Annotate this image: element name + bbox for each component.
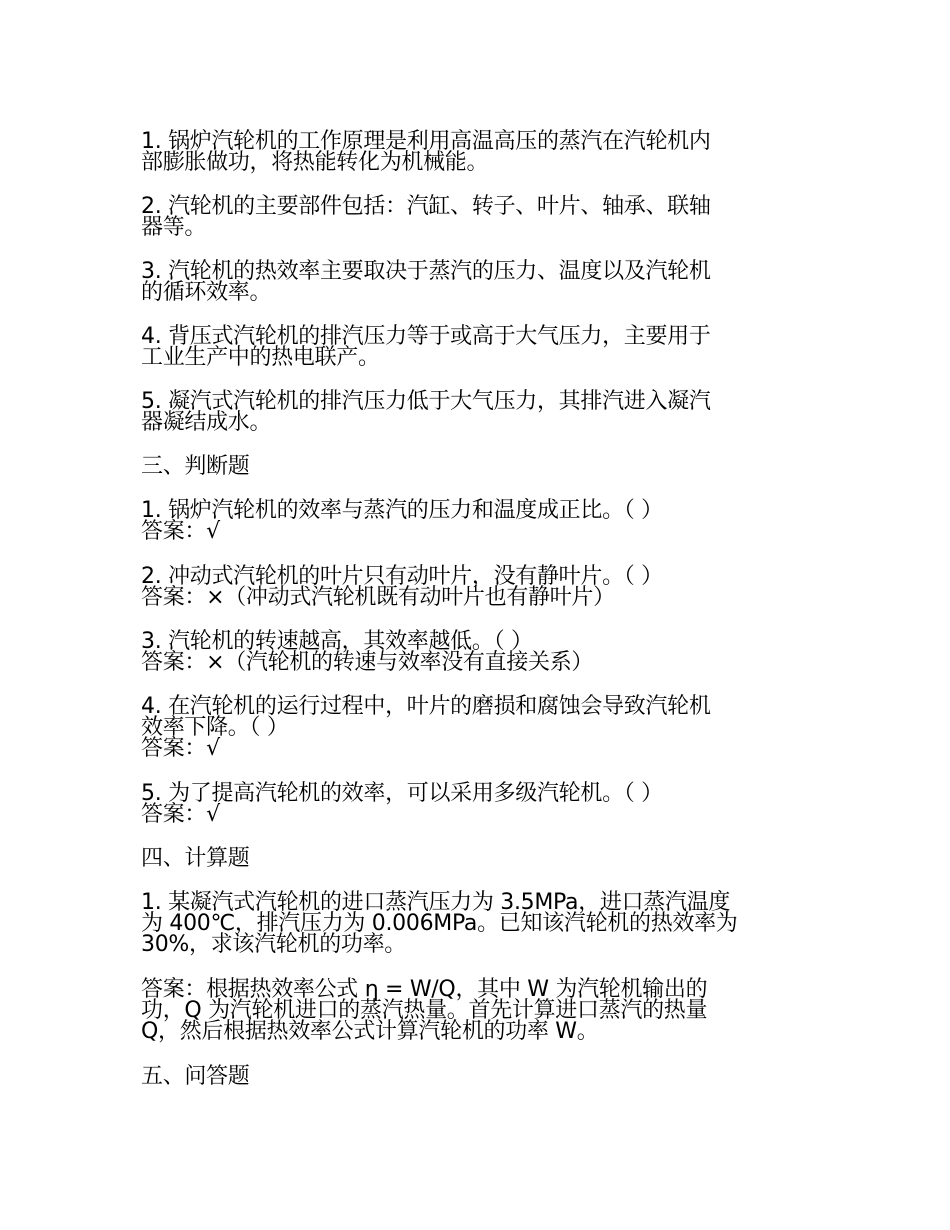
section3-item-1 — [141, 500, 813, 542]
section-heading — [141, 456, 813, 477]
text-line: 5. 凝汽式汽轮机的排汽压力低于大气压力，其排汽进入凝汽 — [141, 389, 711, 414]
section2-item-5 — [141, 391, 813, 433]
answer-line: 答案：×（冲动式汽轮机既有动叶片也有静叶片） — [141, 585, 615, 610]
section4-answer — [141, 979, 813, 1042]
section2-item-1 — [141, 131, 813, 173]
question-line: 为 400℃，排汽压力为 0.006MPa。已知该汽轮机的热效率为 — [141, 911, 738, 936]
section2-item-4 — [141, 326, 813, 368]
answer-line: 功，Q 为汽轮机进口的蒸汽热量。首先计算进口蒸汽的热量 — [141, 998, 708, 1023]
answer-line: Q，然后根据热效率公式计算汽轮机的功率 W。 — [141, 1019, 599, 1044]
section3-heading: 三、判断题 — [141, 454, 250, 479]
question-line: 4. 在汽轮机的运行过程中，叶片的磨损和腐蚀会导致汽轮机 — [141, 694, 711, 719]
answer-line: 答案：√ — [141, 736, 220, 761]
question-line: 3. 汽轮机的转速越高，其效率越低。（ ） — [141, 629, 533, 654]
section3-item-3 — [141, 631, 813, 673]
question-line: 效率下降。（ ） — [141, 715, 289, 740]
answer-line: 答案：根据热效率公式 η = W/Q，其中 W 为汽轮机输出的 — [141, 977, 708, 1002]
answer-line: 答案：×（汽轮机的转速与效率没有直接关系） — [141, 650, 594, 675]
text-line: 1. 锅炉汽轮机的工作原理是利用高温高压的蒸汽在汽轮机内 — [141, 129, 711, 154]
section-heading — [141, 848, 813, 869]
question-line: 5. 为了提高汽轮机的效率，可以采用多级汽轮机。（ ） — [141, 781, 663, 806]
text-line: 部膨胀做功，将热能转化为机械能。 — [141, 150, 489, 175]
text-line: 3. 汽轮机的热效率主要取决于蒸汽的压力、温度以及汽轮机 — [141, 259, 711, 284]
text-line: 器等。 — [141, 215, 207, 240]
text-line: 工业生产中的热电联产。 — [141, 345, 380, 370]
question-line: 1. 某凝汽式汽轮机的进口蒸汽压力为 3.5MPa，进口蒸汽温度 — [141, 890, 731, 915]
section5-heading: 五、问答题 — [141, 1064, 250, 1089]
question-line: 30%，求该汽轮机的功率。 — [141, 932, 406, 957]
section3-item-2 — [141, 566, 813, 608]
section4-question — [141, 892, 813, 955]
text-line: 的循环效率。 — [141, 280, 272, 305]
text-line: 4. 背压式汽轮机的排汽压力等于或高于大气压力，主要用于 — [141, 324, 711, 349]
question-line: 1. 锅炉汽轮机的效率与蒸汽的压力和温度成正比。（ ） — [141, 498, 663, 523]
section4-heading: 四、计算题 — [141, 846, 250, 871]
section-heading — [141, 1066, 813, 1087]
answer-line: 答案：√ — [141, 802, 220, 827]
section3-item-5 — [141, 783, 813, 825]
answer-line: 答案：√ — [141, 519, 220, 544]
text-line: 器凝结成水。 — [141, 410, 272, 435]
text-line: 2. 汽轮机的主要部件包括：汽缸、转子、叶片、轴承、联轴 — [141, 194, 711, 219]
section2-item-3 — [141, 261, 813, 303]
question-line: 2. 冲动式汽轮机的叶片只有动叶片，没有静叶片。（ ） — [141, 564, 663, 589]
section3-item-4 — [141, 696, 813, 759]
section2-item-2 — [141, 196, 813, 238]
